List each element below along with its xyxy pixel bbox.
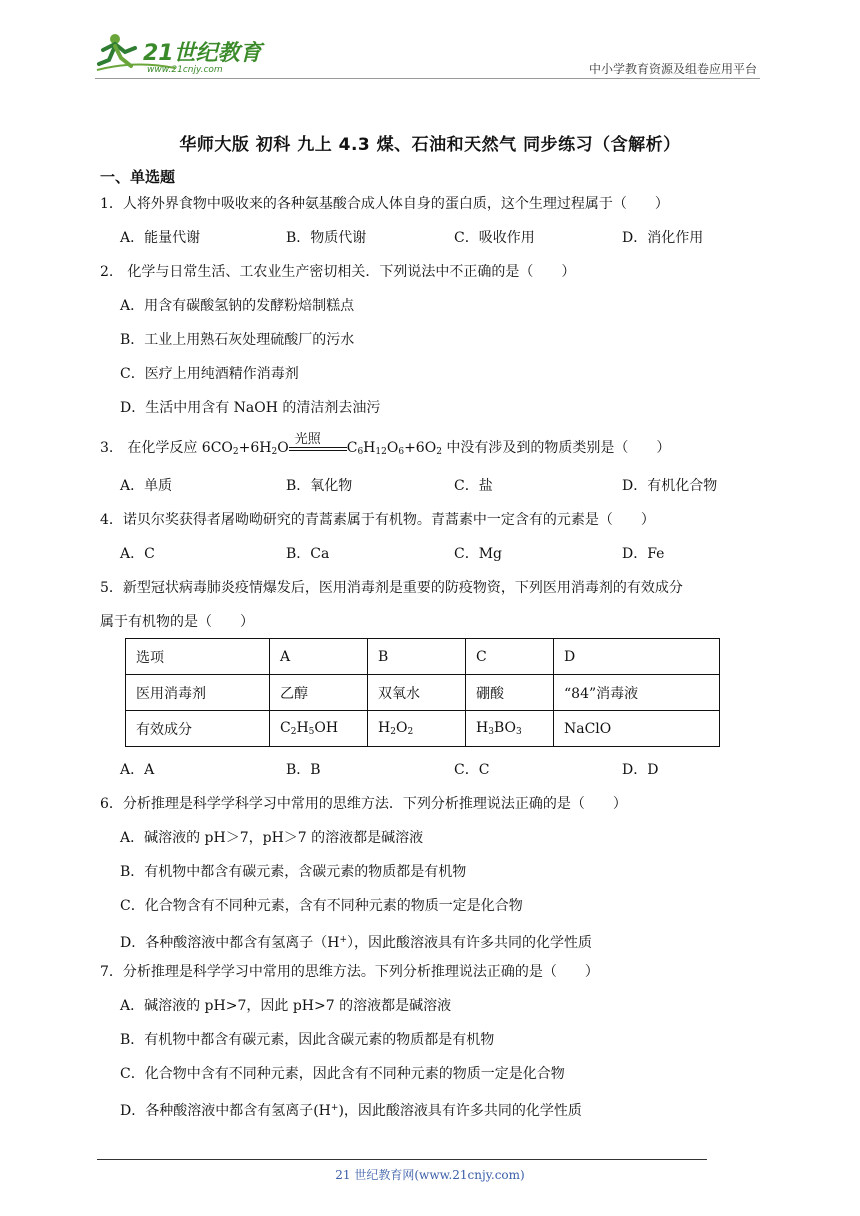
- question-6-option-a: A．碱溶液的 pH＞7，pH＞7 的溶液都是碱溶液: [120, 830, 424, 846]
- question-6-stem: 6．分析推理是科学学科学习中常用的思维方法．下列分析推理说法正确的是（ ）: [100, 796, 627, 812]
- option-c: C．Mg: [454, 546, 503, 562]
- table-cell: A: [270, 639, 368, 675]
- question-7-option-d: D．各种酸溶液中都含有氢离子(H+)，因此酸溶液具有许多共同的化学性质: [120, 1103, 582, 1119]
- section-heading: 一、单选题: [100, 168, 176, 186]
- question-1-stem: 1．人将外界食物中吸收来的各种氨基酸合成人体自身的蛋白质，这个生理过程属于（ ）: [100, 196, 669, 212]
- question-6-option-d: D．各种酸溶液中都含有氢离子（H+），因此酸溶液具有许多共同的化学性质: [120, 935, 592, 951]
- option-c: C．C: [454, 762, 490, 778]
- option-b: B．B: [286, 762, 321, 778]
- footer-divider: [97, 1159, 707, 1160]
- question-4-stem: 4．诺贝尔奖获得者屠呦呦研究的青蒿素属于有机物。青蒿素中一定含有的元素是（ ）: [100, 512, 655, 528]
- svg-text:www.21cnjy.com: www.21cnjy.com: [147, 65, 223, 75]
- question-2-stem: 2. 化学与日常生活、工农业生产密切相关．下列说法中不正确的是（ ）: [100, 264, 576, 280]
- table-cell: “84”消毒液: [554, 675, 720, 711]
- table-cell: D: [554, 639, 720, 675]
- table-cell: 乙醇: [270, 675, 368, 711]
- option-a: A．A: [120, 762, 155, 778]
- question-7-stem: 7．分析推理是科学学习中常用的思维方法。下列分析推理说法正确的是（ ）: [100, 964, 599, 980]
- option-d: D．有机化合物: [622, 478, 718, 494]
- option-c: C．吸收作用: [454, 230, 535, 246]
- question-7-option-b: B．有机物中都含有碳元素，因此含碳元素的物质都是有机物: [120, 1032, 495, 1048]
- question-5-table: [125, 638, 720, 747]
- platform-name: 中小学教育资源及组卷应用平台: [588, 62, 757, 76]
- option-a: A．能量代谢: [120, 230, 201, 246]
- option-c: C．盐: [454, 478, 493, 494]
- question-2-option-c: C．医疗上用纯酒精作消毒剂: [120, 366, 299, 382]
- table-cell: B: [368, 639, 466, 675]
- table-row: [126, 675, 720, 711]
- question-7-option-a: A．碱溶液的 pH>7，因此 pH>7 的溶液都是碱溶液: [120, 998, 452, 1014]
- option-a: A．C: [120, 546, 155, 562]
- header-divider: [95, 78, 760, 79]
- option-a: A．单质: [120, 478, 173, 494]
- question-6-option-c: C．化合物含有不同种元素，含有不同种元素的物质一定是化合物: [120, 898, 523, 914]
- question-3-stem: 3. 在化学反应 $6CO_2+6H_2O$ 光照 $C_6H_{12}O_6+6O_2$ 中没有涉及到的物质类别是（ ）: [100, 432, 671, 457]
- reaction-arrow: 光照: [289, 438, 347, 458]
- question-2-option-d: D．生活中用含有 NaOH 的清洁剂去油污: [120, 400, 381, 416]
- question-6-option-b: B．有机物中都含有碳元素，含碳元素的物质都是有机物: [120, 864, 467, 880]
- option-b: B．氧化物: [286, 478, 353, 494]
- question-7-option-c: C．化合物中含有不同种元素，因此含有不同种元素的物质一定是化合物: [120, 1066, 565, 1082]
- option-b: B．Ca: [286, 546, 330, 562]
- formula-boric-acid: $H_3BO_3$: [466, 711, 554, 747]
- formula-ethanol: $C_2H_5OH$: [270, 711, 368, 747]
- table-cell: 医用消毒剂: [126, 675, 270, 711]
- table-row: [126, 639, 720, 675]
- table-cell: 有效成分: [126, 711, 270, 747]
- document-title: 华师大版 初科 九上 4.3 煤、石油和天然气 同步练习（含解析）: [179, 135, 681, 155]
- option-d: D．Fe: [622, 546, 665, 562]
- table-row: [126, 711, 720, 747]
- table-cell: 双氧水: [368, 675, 466, 711]
- table-cell: 硼酸: [466, 675, 554, 711]
- table-cell: C: [466, 639, 554, 675]
- formula-hydrogen-peroxide: $H_2O_2$: [368, 711, 466, 747]
- page-header: [95, 30, 760, 80]
- question-5-stem-cont: 属于有机物的是（ ）: [100, 614, 254, 630]
- logo-icon: [95, 30, 265, 76]
- table-cell: NaClO: [554, 711, 720, 747]
- table-cell: 选项: [126, 639, 270, 675]
- question-2-option-b: B．工业上用熟石灰处理硫酸厂的污水: [120, 332, 355, 348]
- option-b: B．物质代谢: [286, 230, 367, 246]
- footer-link[interactable]: 21 世纪教育网(www.21cnjy.com): [335, 1168, 525, 1182]
- option-d: D．消化作用: [622, 230, 704, 246]
- question-5-stem: 5．新型冠状病毒肺炎疫情爆发后，医用消毒剂是重要的防疫物资，下列医用消毒剂的有效成分: [100, 580, 683, 596]
- option-d: D．D: [622, 762, 659, 778]
- question-2-option-a: A．用含有碳酸氢钠的发酵粉焙制糕点: [120, 298, 355, 314]
- svg-text:21世纪教育: 21世纪教育: [143, 41, 262, 66]
